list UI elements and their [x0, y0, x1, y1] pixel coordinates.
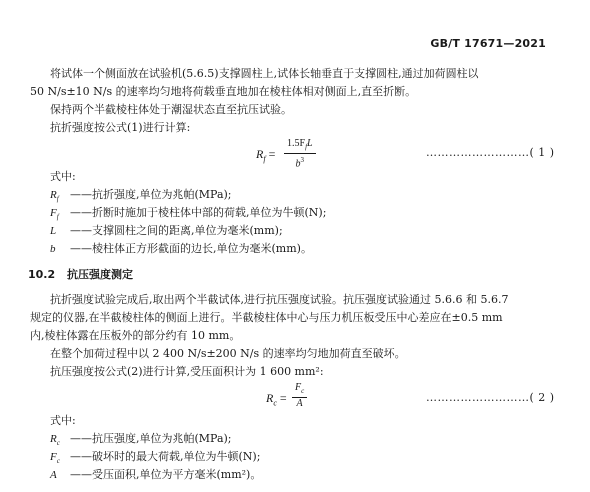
para5: 在整个加荷过程中以 2 400 N/s±200 N/s 的速率均匀地加荷直至破坏。 — [50, 347, 406, 360]
formula1-fraction — [284, 138, 316, 170]
defs2-symbol: $R_c$ — [50, 433, 60, 448]
section-heading — [28, 266, 133, 282]
formula1-numerator: $1.5F_fL$ — [284, 138, 316, 154]
formula2-fraction — [292, 382, 307, 410]
formula2-lhs: $R_c$ = — [266, 391, 287, 408]
para6: 抗压强度按公式(2)进行计算,受压面积计为 1 600 mm²: — [50, 365, 324, 378]
section-number: 10.2 — [28, 268, 56, 281]
defs2-symbol: $F_c$ — [50, 451, 60, 466]
section-title: 抗压强度测定 — [66, 268, 133, 281]
defs1-description: ——棱柱体正方形截面的边长,单位为毫米(mm)。 — [70, 242, 312, 255]
defs1-symbol: L — [50, 225, 57, 237]
para4-line2: 规定的仪器,在半截棱柱体的侧面上进行。半截棱柱体中心与压力机压板受压中心差应在±0.5 mm — [30, 311, 503, 324]
where1-label: 式中: — [50, 170, 76, 183]
formula2-number: ………………………( 2 ) — [426, 391, 555, 404]
para1-line2: 50 N/s±10 N/s 的速率均匀地将荷载垂直地加在棱柱体相对侧面上,直至折断。 — [30, 85, 417, 98]
defs1-symbol: b — [50, 243, 56, 255]
para4-line1: 抗折强度试验完成后,取出两个半截试体,进行抗压强度试验。抗压强度试验通过 5.6.6 和 5.6.7 — [50, 293, 509, 306]
formula2-numerator: $F_c$ — [292, 382, 307, 398]
defs1-description: ——支撑圆柱之间的距离,单位为毫米(mm); — [70, 224, 283, 237]
para1-line1: 将试体一个侧面放在试验机(5.6.5)支撑圆柱上,试体长轴垂直于支撑圆柱,通过加荷圆柱以 — [50, 67, 479, 80]
defs2-symbol: A — [50, 469, 57, 481]
formula1-number: ………………………( 1 ) — [426, 146, 555, 159]
defs1-definition — [50, 241, 312, 257]
para3: 抗折强度按公式(1)进行计算: — [50, 121, 191, 134]
defs2-description: ——破坏时的最大荷载,单位为牛顿(N); — [70, 450, 261, 463]
formula2-denominator: A — [296, 398, 303, 409]
defs2-description: ——受压面积,单位为平方毫米(mm²)。 — [70, 468, 262, 481]
defs2-definition — [50, 467, 261, 483]
para2: 保持两个半截棱柱体处于潮湿状态直至抗压试验。 — [50, 103, 292, 116]
para4-line3: 内,棱柱体露在压板外的部分约有 10 mm。 — [30, 329, 241, 342]
defs1-description: ——折断时施加于棱柱体中部的荷载,单位为牛顿(N); — [70, 206, 327, 219]
defs1-description: ——抗折强度,单位为兆帕(MPa); — [70, 188, 232, 201]
standard-number: GB/T 17671—2021 — [430, 37, 546, 50]
formula1-denominator: $b^3$ — [295, 156, 305, 170]
defs2-description: ——抗压强度,单位为兆帕(MPa); — [70, 432, 232, 445]
defs1-symbol: $R_f$ — [50, 189, 59, 204]
formula1-lhs: $R_f$ = — [256, 147, 276, 164]
defs1-definition — [50, 223, 283, 239]
where2-label: 式中: — [50, 414, 76, 427]
defs1-symbol: $F_f$ — [50, 207, 59, 222]
